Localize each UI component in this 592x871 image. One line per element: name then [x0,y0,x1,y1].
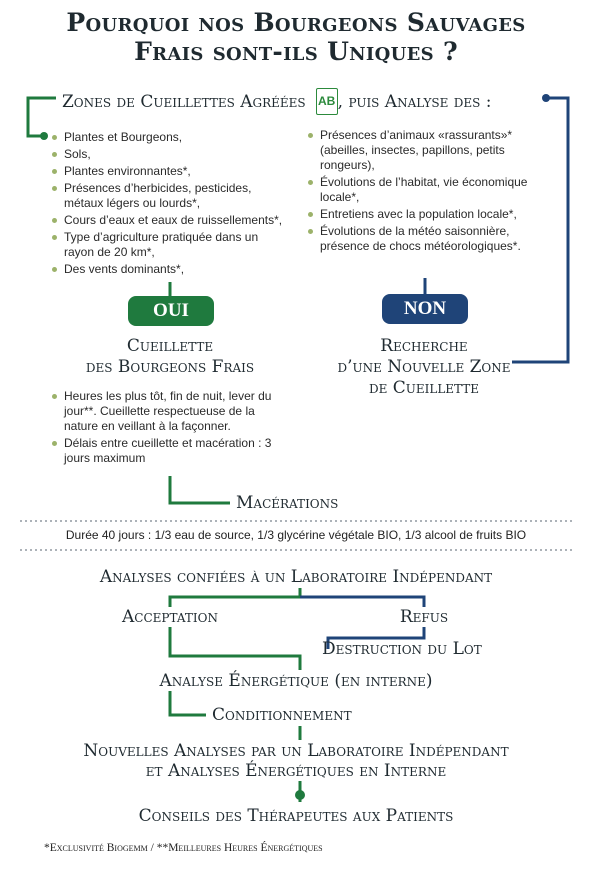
list-item: Évolutions de l’habitat, vie économique locale*, [308,175,548,205]
list-item: Présences d’animaux «rassurants»* (abeilles, insectes, papillons, petits rongeurs), [308,128,548,173]
duration-note: Durée 40 jours : 1/3 eau de source, 1/3 glycérine végétale BIO, 1/3 alcool de fruits BIO [65,528,527,542]
recherche-title [306,336,542,399]
bullet-dot [52,218,57,223]
conseils-heading: Conseils des Thérapeutes aux Patients [138,806,454,826]
bullet-dot [52,186,57,191]
bullet-dot [52,394,57,399]
oui-badge: OUI [128,296,214,326]
analyses-heading: Analyses confiées à un Laboratoire Indépendant [99,567,493,587]
page-title [0,8,592,66]
energetique-heading: Analyse Énergétique (en interne) [159,671,433,691]
nouvelles-analyses-heading [0,741,592,781]
bullet-dot [308,229,313,234]
cueillette-title [40,336,300,378]
list-item: Plantes et Bourgeons, [52,130,288,145]
title-line-1: Pourquoi nos Bourgeons Sauvages [66,8,526,37]
bullet-dot [308,180,313,185]
list-item: Cours d’eaux et eaux de ruissellements*, [52,213,288,228]
zones-heading-suffix: , puis Analyse des : [337,91,492,112]
criteria-list-left [52,130,288,279]
list-item: Évolutions de la météo saisonnière, présence de chocs météorologiques*. [308,224,548,254]
destruction-heading: Destruction du Lot [322,639,482,659]
criteria-list-right [308,128,548,256]
non-badge: NON [382,294,468,324]
bullet-dot [308,133,313,138]
bullet-dot [52,235,57,240]
list-item: Heures les plus tôt, fin de nuit, lever du jour**. Cueillette respectueuse de la nature en veillant à la façonner. [52,389,282,434]
list-item: Sols, [52,147,288,162]
bullet-dot [52,169,57,174]
list-item: Entretiens avec la population locale*, [308,207,548,222]
macerations-heading: Macérations [236,493,339,513]
recherche-title-line-1: Recherche [380,336,468,356]
conditionnement-heading: Conditionnement [212,705,352,725]
acceptation-heading: Acceptation [122,607,218,627]
recherche-title-line-3: de Cueillette [368,378,480,398]
bullet-dot [308,212,313,217]
bullet-dot [52,135,57,140]
cueillette-notes [52,389,282,468]
list-item: Type d’agriculture pratiquée dans un rayon de 20 km*, [52,230,288,260]
zones-heading-text: Zones de Cueillettes Agréées [62,91,306,112]
ab-organic-logo: AB [316,88,338,115]
bullet-dot [52,267,57,272]
zones-heading [62,88,492,115]
bullet-dot [52,152,57,157]
footnote: *Exclusivité Biogemm / **Meilleures Heures Énergétiques [44,842,323,854]
list-item: Présences d’herbicides, pesticides, métaux légers ou lourds*, [52,181,288,211]
cueillette-title-line-2: des Bourgeons Frais [85,357,255,377]
nouvelles-line-2: et Analyses Énergétiques en Interne [145,761,447,781]
list-item: Plantes environnantes*, [52,164,288,179]
title-line-2: Frais sont-ils Uniques ? [134,37,458,66]
bullet-dot [52,441,57,446]
cueillette-title-line-1: Cueillette [126,336,214,356]
list-item: Des vents dominants*, [52,262,288,277]
nouvelles-line-1: Nouvelles Analyses par un Laboratoire Indépendant [83,741,509,761]
list-item: Délais entre cueillette et macération : 3 jours maximum [52,436,282,466]
recherche-title-line-2: d’une Nouvelle Zone [337,357,511,377]
refus-heading: Refus [399,607,449,627]
